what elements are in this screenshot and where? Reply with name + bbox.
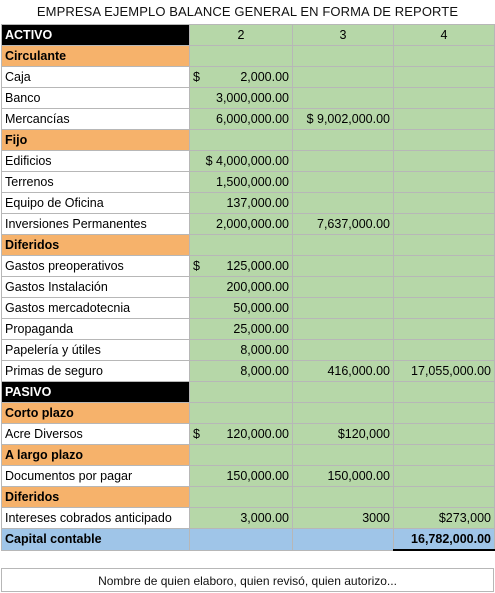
value-cell-v3[interactable] <box>293 130 394 151</box>
row-label-cell[interactable]: Banco <box>2 88 190 109</box>
value-cell-v2[interactable]: 8,000.00 <box>190 340 293 361</box>
row-label-cell[interactable]: Caja <box>2 67 190 88</box>
value-cell-v3[interactable] <box>293 256 394 277</box>
row-label-cell[interactable]: Capital contable <box>2 529 190 551</box>
value-cell-v2[interactable]: 137,000.00 <box>190 193 293 214</box>
row-label-cell[interactable]: Circulante <box>2 46 190 67</box>
total-row <box>2 529 495 551</box>
table-row <box>2 298 495 319</box>
value-cell-v4[interactable] <box>394 130 495 151</box>
value-cell-v2[interactable]: 2,000,000.00 <box>190 214 293 235</box>
row-label-cell[interactable]: Gastos preoperativos <box>2 256 190 277</box>
value-cell-v3[interactable] <box>293 445 394 466</box>
value-cell-v3[interactable]: 7,637,000.00 <box>293 214 394 235</box>
row-label-cell[interactable]: Papelería y útiles <box>2 340 190 361</box>
value-cell-v3[interactable] <box>293 88 394 109</box>
value-cell-v4[interactable]: $273,000 <box>394 508 495 529</box>
table-row <box>2 109 495 130</box>
value-cell-v3[interactable]: 3000 <box>293 508 394 529</box>
value-cell-v2[interactable] <box>190 67 293 88</box>
value-cell-v3[interactable]: 150,000.00 <box>293 466 394 487</box>
table-row <box>2 67 495 88</box>
table-row <box>2 172 495 193</box>
table-row <box>2 319 495 340</box>
value-cell-v4[interactable] <box>394 424 495 445</box>
value-cell-v3[interactable] <box>293 319 394 340</box>
header-col-4[interactable]: 4 <box>394 25 495 46</box>
row-label-cell[interactable]: Diferidos <box>2 487 190 508</box>
header-row <box>2 25 495 46</box>
row-label-cell[interactable]: Documentos por pagar <box>2 466 190 487</box>
value-cell-v4[interactable] <box>394 319 495 340</box>
row-label-cell[interactable]: Edificios <box>2 151 190 172</box>
table-row <box>2 466 495 487</box>
table-row <box>2 361 495 382</box>
value-cell-v3[interactable] <box>293 172 394 193</box>
section-row <box>2 487 495 508</box>
row-label-cell[interactable]: PASIVO <box>2 382 190 403</box>
value-cell-v2[interactable] <box>190 487 293 508</box>
table-row <box>2 508 495 529</box>
value-cell-v2[interactable] <box>190 235 293 256</box>
header-label-cell[interactable]: ACTIVO <box>2 25 190 46</box>
value-cell-v4[interactable] <box>394 109 495 130</box>
value-cell-v2[interactable] <box>190 382 293 403</box>
row-label-cell[interactable]: Diferidos <box>2 235 190 256</box>
balance-table <box>1 24 495 551</box>
value-cell-v4[interactable] <box>394 256 495 277</box>
row-label-cell[interactable]: Primas de seguro <box>2 361 190 382</box>
value-cell-v2[interactable]: 8,000.00 <box>190 361 293 382</box>
row-label-cell[interactable]: Terrenos <box>2 172 190 193</box>
value-cell-v3[interactable] <box>293 298 394 319</box>
value-cell-v2[interactable]: 3,000,000.00 <box>190 88 293 109</box>
section-row <box>2 445 495 466</box>
value-cell-v2[interactable] <box>190 445 293 466</box>
value-cell-v4[interactable] <box>394 67 495 88</box>
value-cell-v4[interactable] <box>394 235 495 256</box>
row-label-cell[interactable]: Fijo <box>2 130 190 151</box>
table-row <box>2 277 495 298</box>
section-row <box>2 130 495 151</box>
value-cell-v4[interactable] <box>394 403 495 424</box>
table-row <box>2 424 495 445</box>
cell-value: 2,000.00 <box>240 70 289 84</box>
value-cell-v3[interactable] <box>293 529 394 551</box>
value-cell-v4[interactable] <box>394 487 495 508</box>
value-cell-v4[interactable] <box>394 151 495 172</box>
value-cell-v3[interactable] <box>293 235 394 256</box>
value-cell-v3[interactable] <box>293 340 394 361</box>
row-label-cell[interactable]: Propaganda <box>2 319 190 340</box>
value-cell-v4[interactable] <box>394 445 495 466</box>
cell-value: 125,000.00 <box>226 259 289 273</box>
value-cell-v2[interactable] <box>190 529 293 551</box>
cell-value: 120,000.00 <box>226 427 289 441</box>
value-cell-v2[interactable]: 6,000,000.00 <box>190 109 293 130</box>
sheet-title: EMPRESA EJEMPLO BALANCE GENERAL EN FORMA DE REPORTE <box>36 4 459 19</box>
value-cell-v2[interactable] <box>190 424 293 445</box>
footer-signatures[interactable]: Nombre de quien elaboro, quien revisó, quien autorizo... <box>1 568 494 592</box>
value-cell-v3[interactable] <box>293 277 394 298</box>
value-cell-v4[interactable] <box>394 277 495 298</box>
header-col-2[interactable]: 2 <box>190 25 293 46</box>
section-row <box>2 403 495 424</box>
table-row <box>2 256 495 277</box>
row-label-cell[interactable]: Intereses cobrados anticipado <box>2 508 190 529</box>
value-cell-v4[interactable]: 17,055,000.00 <box>394 361 495 382</box>
value-cell-v3[interactable] <box>293 46 394 67</box>
value-cell-v4[interactable] <box>394 193 495 214</box>
value-cell-v3[interactable] <box>293 151 394 172</box>
value-cell-v3[interactable] <box>293 487 394 508</box>
value-cell-v3[interactable] <box>293 403 394 424</box>
row-label-cell[interactable]: Corto plazo <box>2 403 190 424</box>
value-cell-v4[interactable]: 16,782,000.00 <box>394 529 495 551</box>
value-cell-v4[interactable] <box>394 88 495 109</box>
value-cell-v3[interactable] <box>293 193 394 214</box>
value-cell-v3[interactable]: $ 9,002,000.00 <box>293 109 394 130</box>
dollar-sign: $ <box>193 259 200 273</box>
section-row <box>2 46 495 67</box>
table-row <box>2 151 495 172</box>
row-label-cell[interactable]: Inversiones Permanentes <box>2 214 190 235</box>
section-row <box>2 235 495 256</box>
value-cell-v4[interactable] <box>394 298 495 319</box>
dollar-sign: $ <box>193 70 200 84</box>
table-row <box>2 340 495 361</box>
value-cell-v2[interactable] <box>190 256 293 277</box>
row-label-cell[interactable]: Equipo de Oficina <box>2 193 190 214</box>
table-row <box>2 193 495 214</box>
value-cell-v2[interactable]: 200,000.00 <box>190 277 293 298</box>
value-cell-v2[interactable]: 25,000.00 <box>190 319 293 340</box>
value-cell-v4[interactable] <box>394 172 495 193</box>
dollar-sign: $ <box>193 427 200 441</box>
value-cell-v3[interactable]: $120,000 <box>293 424 394 445</box>
value-cell-v2[interactable]: 50,000.00 <box>190 298 293 319</box>
value-cell-v2[interactable] <box>190 130 293 151</box>
row-label-cell[interactable]: Acre Diversos <box>2 424 190 445</box>
value-cell-v2[interactable]: $ 4,000,000.00 <box>190 151 293 172</box>
table-row <box>2 88 495 109</box>
value-cell-v4[interactable] <box>394 466 495 487</box>
value-cell-v2[interactable]: 3,000.00 <box>190 508 293 529</box>
header-col-3[interactable]: 3 <box>293 25 394 46</box>
value-cell-v4[interactable] <box>394 46 495 67</box>
row-label-cell[interactable]: A largo plazo <box>2 445 190 466</box>
value-cell-v2[interactable]: 1,500,000.00 <box>190 172 293 193</box>
value-cell-v3[interactable] <box>293 382 394 403</box>
row-label-cell[interactable]: Mercancías <box>2 109 190 130</box>
value-cell-v3[interactable]: 416,000.00 <box>293 361 394 382</box>
row-label-cell[interactable]: Gastos mercadotecnia <box>2 298 190 319</box>
value-cell-v2[interactable] <box>190 403 293 424</box>
value-cell-v2[interactable]: 150,000.00 <box>190 466 293 487</box>
value-cell-v2[interactable] <box>190 46 293 67</box>
value-cell-v4[interactable] <box>394 214 495 235</box>
row-label-cell[interactable]: Gastos Instalación <box>2 277 190 298</box>
value-cell-v4[interactable] <box>394 340 495 361</box>
value-cell-v3[interactable] <box>293 67 394 88</box>
value-cell-v4[interactable] <box>394 382 495 403</box>
pasivo-header-row <box>2 382 495 403</box>
table-row <box>2 214 495 235</box>
